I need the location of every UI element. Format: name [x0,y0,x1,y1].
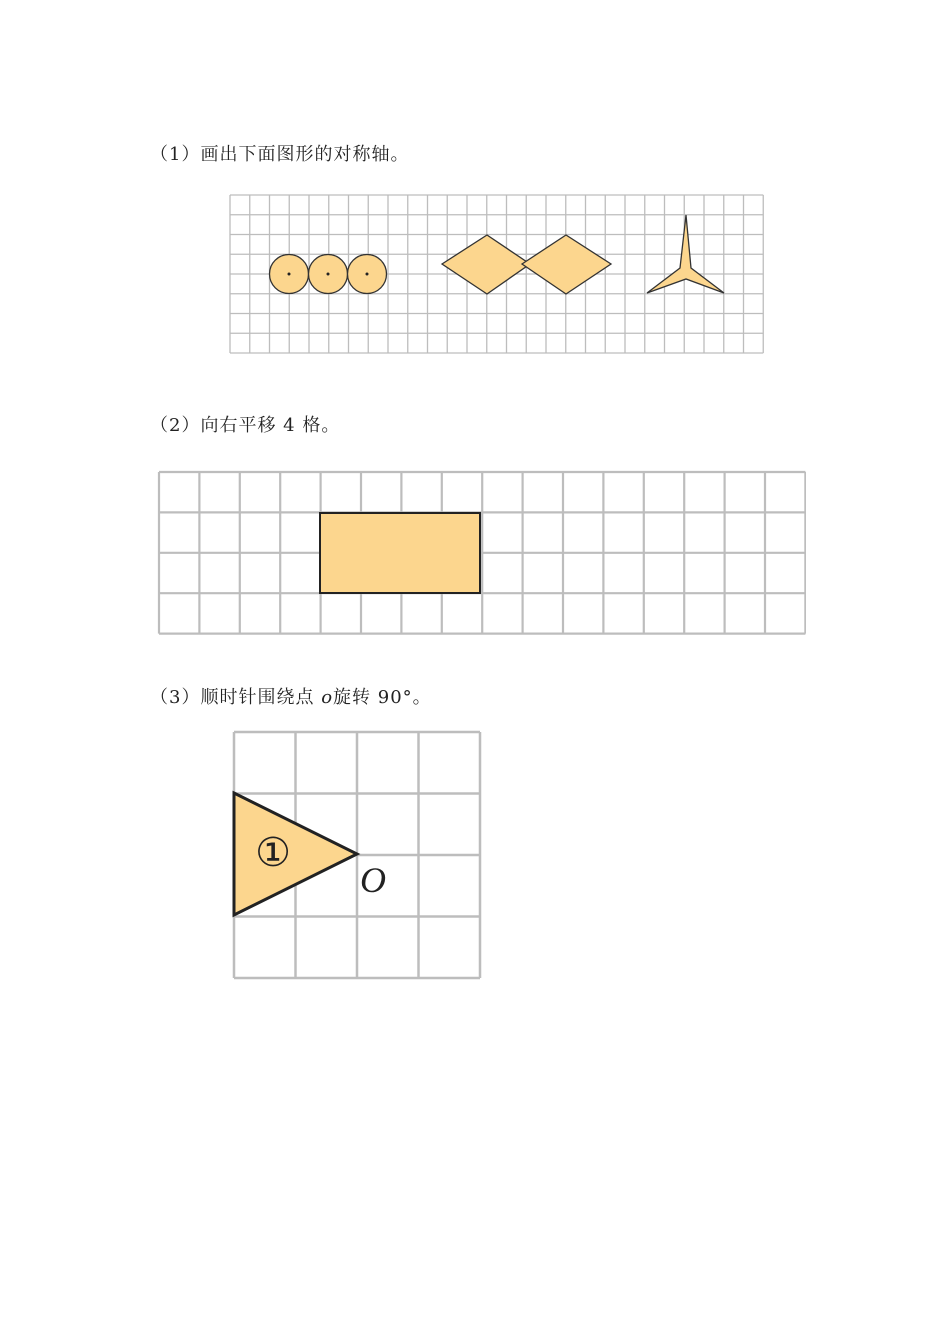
circle-center-dot [327,273,330,276]
rhombus-2 [522,235,611,294]
triangle-label: ① [255,830,291,876]
point-o-label: O [360,860,386,900]
circle-center-dot [366,273,369,276]
point-o-label-inline: o [321,687,334,708]
figure-2-translation-grid [156,469,806,637]
grid-2-lines [159,472,805,634]
figure-1-symmetry-grid [228,193,768,357]
question-3-suffix: 旋转 90°。 [333,687,432,708]
rectangle-shape [320,513,480,593]
figure-3-rotation-grid [231,729,485,981]
question-3-text [150,683,432,709]
circle-shapes [270,255,387,294]
rhombus-1 [442,235,530,294]
question-1-text: （1）画出下面图形的对称轴。 [150,144,410,165]
circle-center-dot [288,273,291,276]
question-2-text: （2）向右平移 4 格。 [150,415,341,436]
question-3-prefix: （3）顺时针围绕点 [150,687,322,708]
